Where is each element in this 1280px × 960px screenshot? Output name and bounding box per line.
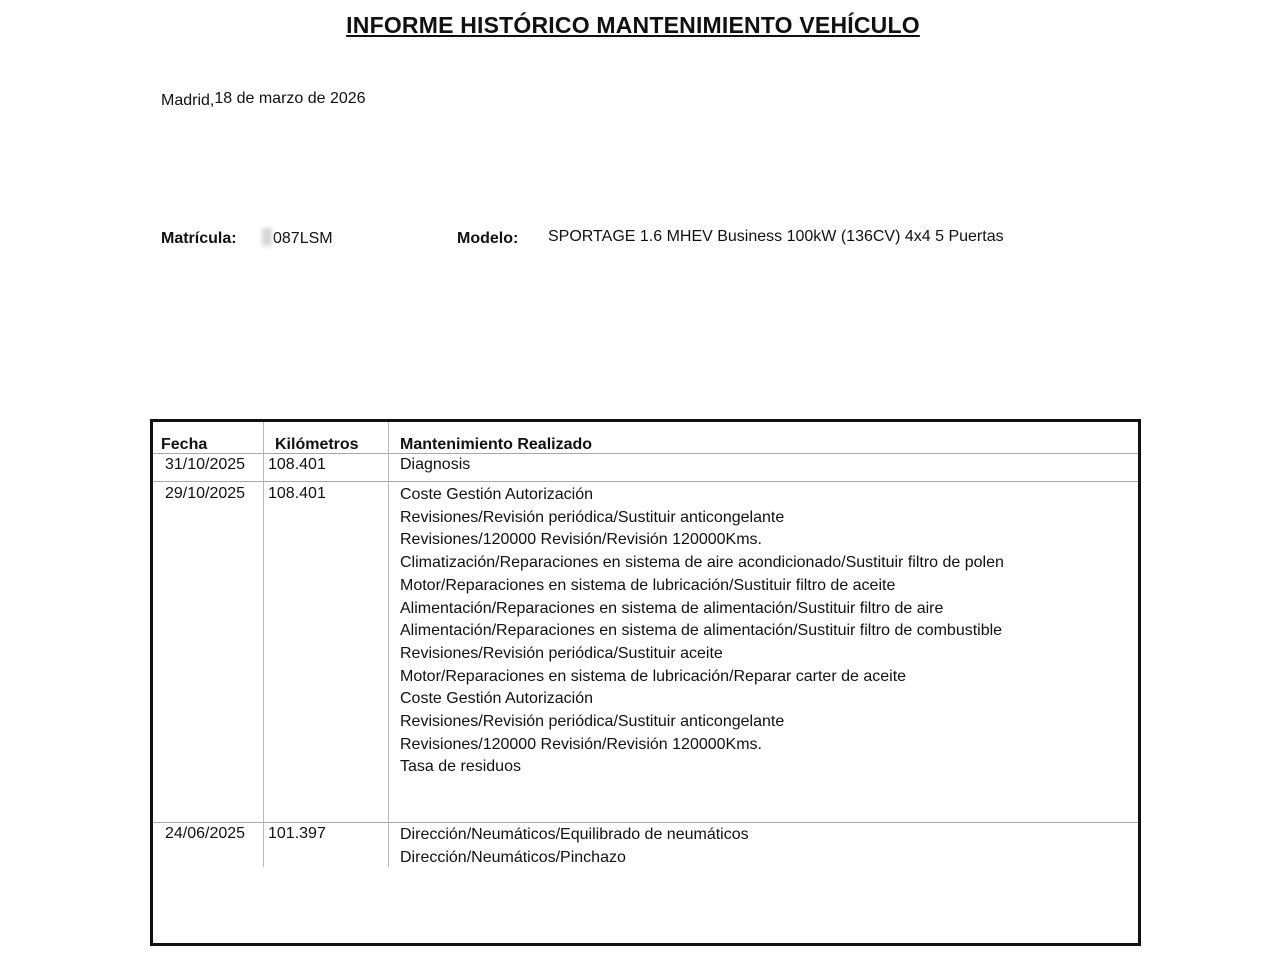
task-item: Motor/Reparaciones en sistema de lubricación/Sustituir filtro de aceite <box>400 576 896 594</box>
task-item: Coste Gestión Autorización <box>400 690 593 708</box>
task-item: Motor/Reparaciones en sistema de lubricación/Reparar carter de aceite <box>400 667 907 685</box>
task-item: Alimentación/Reparaciones en sistema de alimentación/Sustituir filtro de combustible <box>400 622 1003 640</box>
row-2-date: 29/10/2025 <box>165 485 246 502</box>
row-3-km: 101.397 <box>268 825 326 842</box>
row-1-km: 108.401 <box>268 456 326 473</box>
task-item: Revisiones/120000 Revisión/Revisión 120000Kms. <box>400 531 762 549</box>
maintenance-table <box>150 419 1141 946</box>
place-text: Madrid, <box>161 92 215 109</box>
task-item: Dirección/Neumáticos/Equilibrado de neumáticos <box>400 826 749 843</box>
model-label: Modelo: <box>457 230 519 247</box>
task-item: Tasa de residuos <box>400 758 521 776</box>
row-2-tasks <box>400 484 1020 779</box>
column-divider-2 <box>388 422 389 867</box>
task-item: Dirección/Neumáticos/Pinchazo <box>400 848 626 866</box>
column-divider-1 <box>263 422 264 867</box>
model-value: SPORTAGE 1.6 MHEV Business 100kW (136CV) 4x4 5 Puertas <box>548 228 1004 245</box>
row-1-tasks <box>400 454 1020 477</box>
plate-value-wrapper <box>262 228 333 248</box>
plate-value: 087LSM <box>273 230 333 247</box>
task-item: Revisiones/120000 Revisión/Revisión 120000Kms. <box>400 735 762 753</box>
plate-label: Matrícula: <box>161 230 237 247</box>
header-date: Fecha <box>161 436 208 453</box>
place-date-line <box>161 92 366 110</box>
redaction-blur <box>262 228 272 246</box>
task-item: Revisiones/Revisión periódica/Sustituir anticongelante <box>400 508 785 526</box>
task-item: Revisiones/Revisión periódica/Sustituir anticongelante <box>400 713 785 731</box>
task-item: Coste Gestión Autorización <box>400 486 593 503</box>
task-item: Alimentación/Reparaciones en sistema de alimentación/Sustituir filtro de aire <box>400 599 944 617</box>
row-3-date: 24/06/2025 <box>165 825 246 842</box>
header-work: Mantenimiento Realizado <box>400 436 593 453</box>
row-3-tasks <box>400 824 1020 869</box>
row-2-km: 108.401 <box>268 485 326 502</box>
report-title: INFORME HISTÓRICO MANTENIMIENTO VEHÍCULO <box>346 12 920 38</box>
task-item: Revisiones/Revisión periódica/Sustituir aceite <box>400 644 723 662</box>
row-1-date: 31/10/2025 <box>165 456 246 473</box>
task-item: Climatización/Reparaciones en sistema de aire acondicionado/Sustituir filtro de polen <box>400 554 1004 572</box>
date-text: 18 de marzo de 2026 <box>214 90 366 107</box>
header-km: Kilómetros <box>275 436 359 453</box>
task-item: Diagnosis <box>400 456 471 473</box>
row-divider-1 <box>153 481 1138 482</box>
